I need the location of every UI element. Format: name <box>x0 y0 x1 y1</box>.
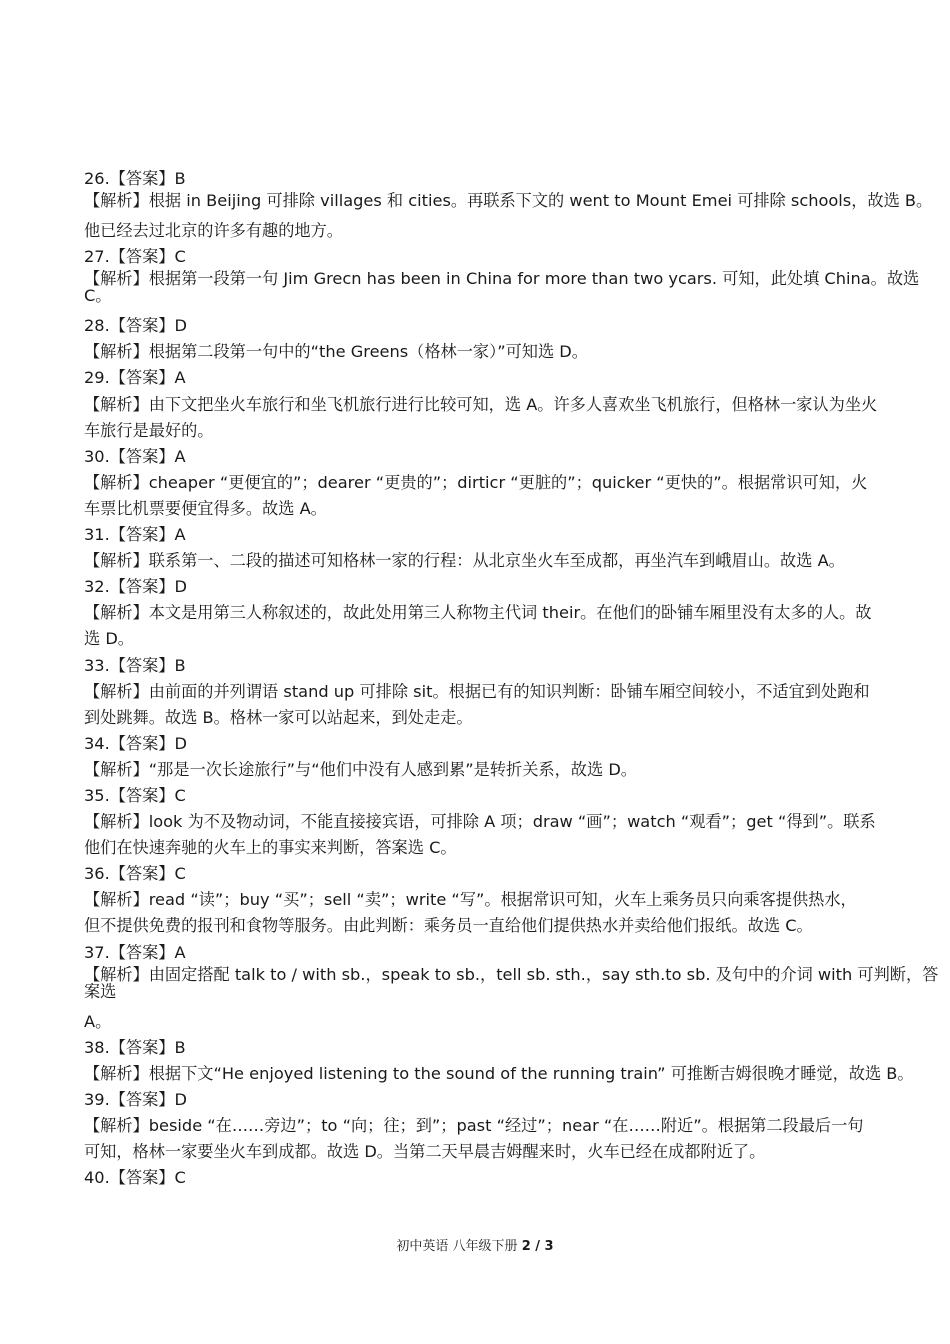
explanation-line: 车票比机票要便宜得多。故选 A。 <box>84 498 327 518</box>
answer-line: 27.【答案】C <box>84 247 186 267</box>
answer-line: 35.【答案】C <box>84 785 186 805</box>
answer-line: 28.【答案】D <box>84 316 187 336</box>
page-footer <box>0 1238 950 1256</box>
explanation-line: 【解析】根据下文“He enjoyed listening to the sound of the running train” 可推断吉姆很晚才睡觉，故选 B。 <box>84 1063 914 1083</box>
explanation-line: 【解析】根据第二段第一句中的“the Greens（格林一家）”可知选 D。 <box>84 342 588 362</box>
explanation-line: 【解析】read “读”；buy “买”；sell “卖”；write “写”。根据常识可知，火车上乘务员只向乘客提供热水， <box>84 890 857 910</box>
explanation-line: 但不提供免费的报刊和食物等服务。由此判断：乘务员一直给他们提供热水并卖给他们报纸。故选 C。 <box>84 916 813 936</box>
answer-content <box>84 166 940 1191</box>
answer-line: 40.【答案】C <box>84 1168 186 1188</box>
explanation-line: 【解析】由固定搭配 talk to / with sb.，speak to sb.，tell sb. sth.，say sth.to sb. 及句中的介词 with 可判断，答案选 <box>84 964 939 1001</box>
explanation-line: 【解析】beside “在……旁边”；to “向；往；到”；past “经过”；near “在……附近”。根据第二段最后一句 <box>84 1116 864 1135</box>
explanation-line: 他们在快速奔驰的火车上的事实来判断，答案选 C。 <box>84 838 457 858</box>
answer-line: 33.【答案】B <box>84 655 186 675</box>
answer-line: 30.【答案】A <box>84 446 186 466</box>
answer-line: 31.【答案】A <box>84 525 186 545</box>
answer-line: 38.【答案】B <box>84 1037 186 1057</box>
answer-line: 29.【答案】A <box>84 368 186 388</box>
explanation-line: 【解析】根据第一段第一句 Jim Grecn has been in China for more than two ycars. 可知，此处填 China。故选 C。 <box>84 269 920 306</box>
answer-line: 36.【答案】C <box>84 864 186 884</box>
explanation-line: 【解析】“那是一次长途旅行”与“他们中没有人感到累”是转折关系，故选 D。 <box>84 759 637 779</box>
answer-line: 32.【答案】D <box>84 577 187 597</box>
explanation-line: 他已经去过北京的许多有趣的地方。 <box>84 221 343 241</box>
explanation-line: 【解析】根据 in Beijing 可排除 villages 和 cities。再联系下文的 went to Mount Emei 可排除 schools，故选 B。 <box>84 191 933 211</box>
explanation-line: 【解析】cheaper “更便宜的”；dearer “更贵的”；dirticr “更脏的”；quicker “更快的”。根据常识可知，火 <box>84 472 868 492</box>
explanation-line: 【解析】联系第一、二段的描述可知格林一家的行程：从北京坐火车至成都，再坐汽车到峨眉山。故选 A。 <box>84 551 845 571</box>
explanation-line: 可知，格林一家要坐火车到成都。故选 D。当第二天早晨吉姆醒来时，火车已经在成都附近了。 <box>84 1142 766 1162</box>
explanation-line: 到处跳舞。故选 B。格林一家可以站起来，到处走走。 <box>84 707 473 727</box>
answer-line: 37.【答案】A <box>84 942 186 962</box>
footer-label: 初中英语 八年级下册 <box>396 1239 518 1254</box>
answer-line: 34.【答案】D <box>84 733 187 753</box>
explanation-line: 【解析】由前面的并列谓语 stand up 可排除 sit。根据已有的知识判断：卧铺车厢空间较小，不适宜到处跑和 <box>84 681 870 701</box>
explanation-line: A。 <box>84 1011 112 1031</box>
answer-line: 26.【答案】B <box>84 169 186 188</box>
explanation-line: 【解析】本文是用第三人称叙述的，故此处用第三人称物主代词 their。在他们的卧铺车厢里没有太多的人。故 <box>84 603 872 623</box>
explanation-line: 【解析】由下文把坐火车旅行和坐飞机旅行进行比较可知，选 A。许多人喜欢坐飞机旅行，但格林一家认为坐火 <box>84 394 878 414</box>
explanation-line: 选 D。 <box>84 629 134 649</box>
page-number: 2 / 3 <box>521 1239 554 1254</box>
answer-line: 39.【答案】D <box>84 1089 187 1109</box>
explanation-line: 车旅行是最好的。 <box>84 420 214 440</box>
explanation-line: 【解析】look 为不及物动词，不能直接接宾语，可排除 A 项；draw “画”；watch “观看”；get “得到”。联系 <box>84 812 876 832</box>
